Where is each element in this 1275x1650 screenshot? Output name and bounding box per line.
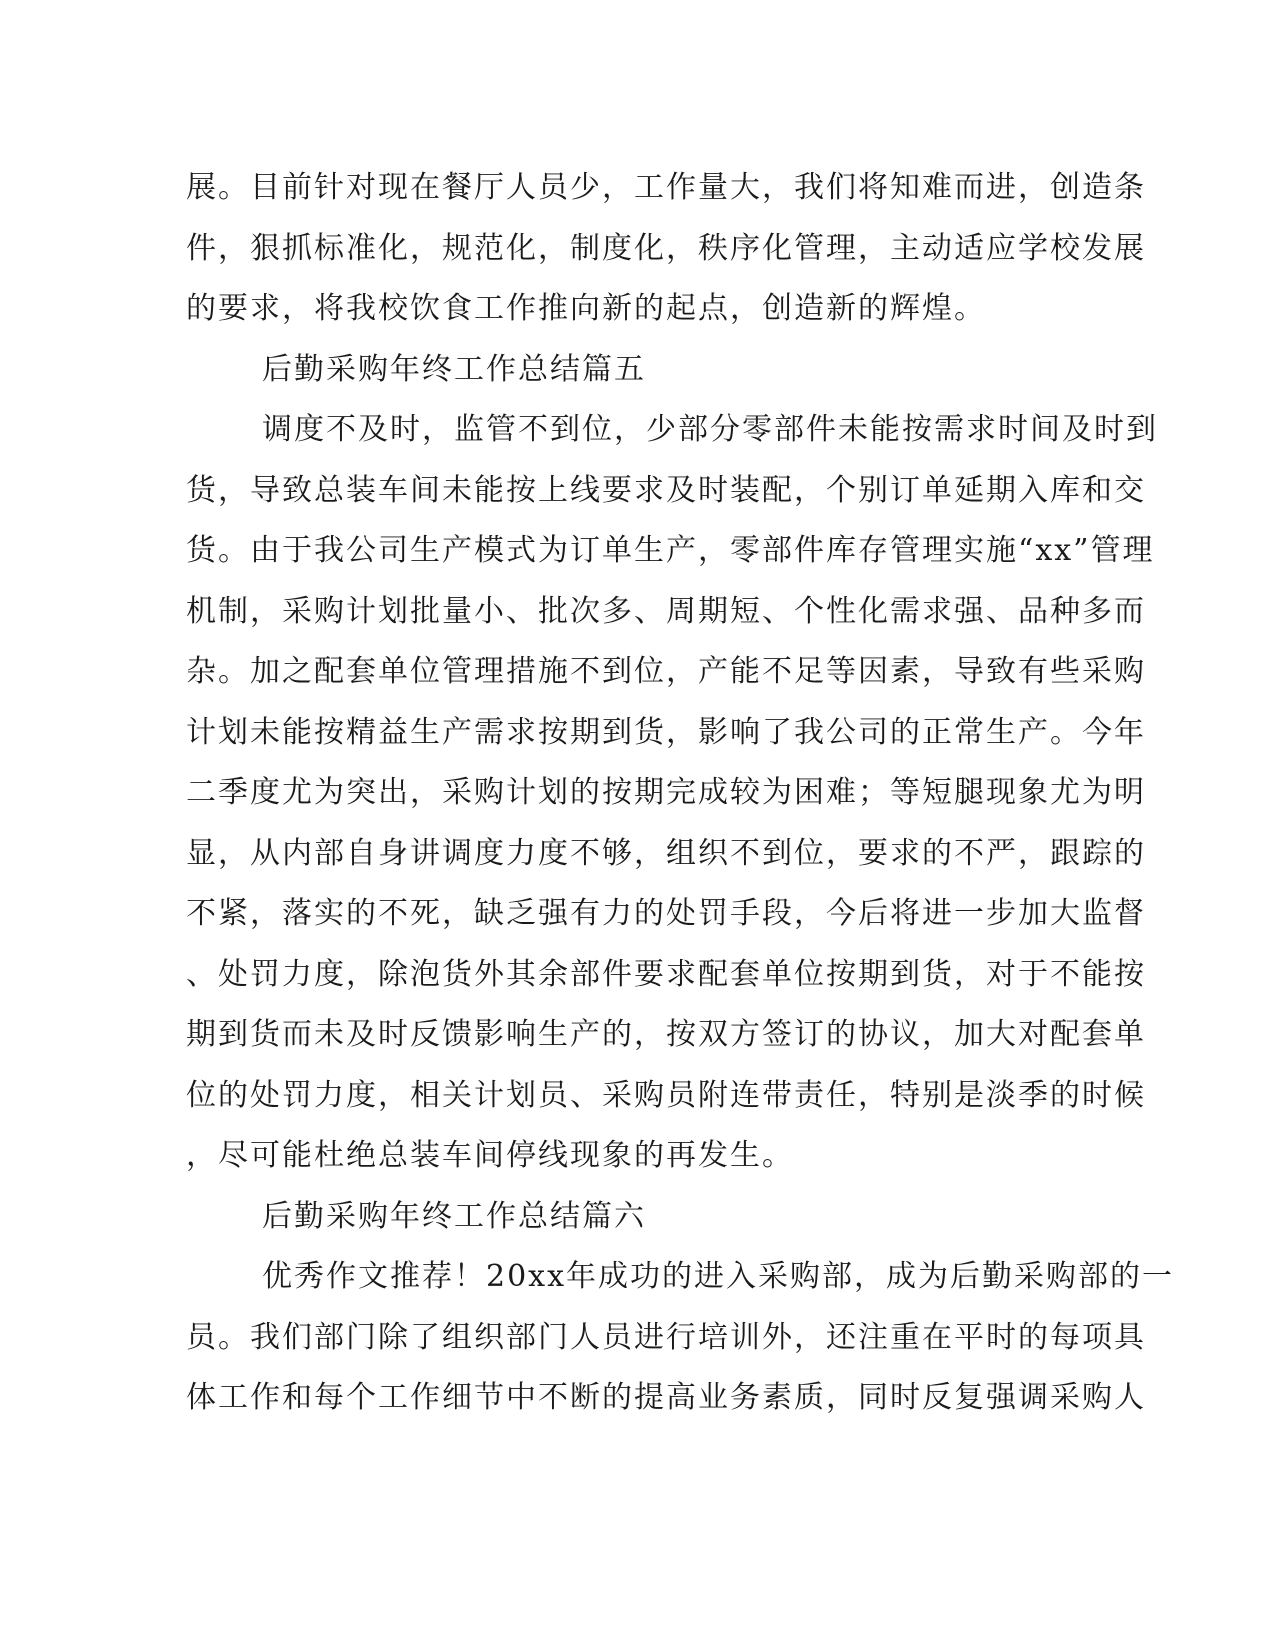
text-line: 货，导致总装车间未能按上线要求及时装配，个别订单延期入库和交 [186,472,1146,508]
text-line: 展。目前针对现在餐厅人员少，工作量大，我们将知难而进，创造条 [186,170,1146,205]
text-line: 二季度尤为突出，采购计划的按期完成较为困难；等短腿现象尤为明 [186,775,1146,810]
text-line: 期到货而未及时反馈影响生产的，按双方签订的协议，加大对配套单 [186,1017,1146,1052]
text-line: 不紧，落实的不死，缺乏强有力的处罚手段，今后将进一步加大监督 [186,896,1146,931]
text-line: 显，从内部自身讲调度力度不够，组织不到位，要求的不严，跟踪的 [186,835,1146,871]
text-line: 货。由于我公司生产模式为订单生产，零部件库存管理实施“xx”管理 [186,533,1155,568]
section-heading-5: 后勤采购年终工作总结篇五 [262,351,646,387]
text-line: 件，狠抓标准化，规范化，制度化，秩序化管理，主动适应学校发展 [186,230,1146,266]
text-line: 员。我们部门除了组织部门人员进行培训外，还注重在平时的每项具 [186,1319,1146,1355]
paragraph-start-line: 优秀作文推荐！20xx年成功的进入采购部，成为后勤采购部的一 [262,1259,1175,1294]
text-line: ，尽可能杜绝总装车间停线现象的再发生。 [186,1138,794,1173]
body-text [186,158,1175,1429]
text-line: 杂。加之配套单位管理措施不到位，产能不足等因素，导致有些采购 [186,654,1146,689]
text-line: 计划未能按精益生产需求按期到货，影响了我公司的正常生产。今年 [186,714,1146,750]
text-line: 位的处罚力度，相关计划员、采购员附连带责任，特别是淡季的时候 [186,1077,1146,1113]
text-line: 机制，采购计划批量小、批次多、周期短、个性化需求强、品种多而 [186,593,1146,629]
text-line: 、处罚力度，除泡货外其余部件要求配套单位按期到货，对于不能按 [186,956,1146,992]
section-heading-6: 后勤采购年终工作总结篇六 [262,1198,646,1234]
paragraph-start-line: 调度不及时，监管不到位，少部分零部件未能按需求时间及时到 [262,412,1158,447]
text-line: 体工作和每个工作细节中不断的提高业务素质，同时反复强调采购人 [186,1380,1146,1415]
text-line: 的要求，将我校饮食工作推向新的起点，创造新的辉煌。 [186,291,986,326]
